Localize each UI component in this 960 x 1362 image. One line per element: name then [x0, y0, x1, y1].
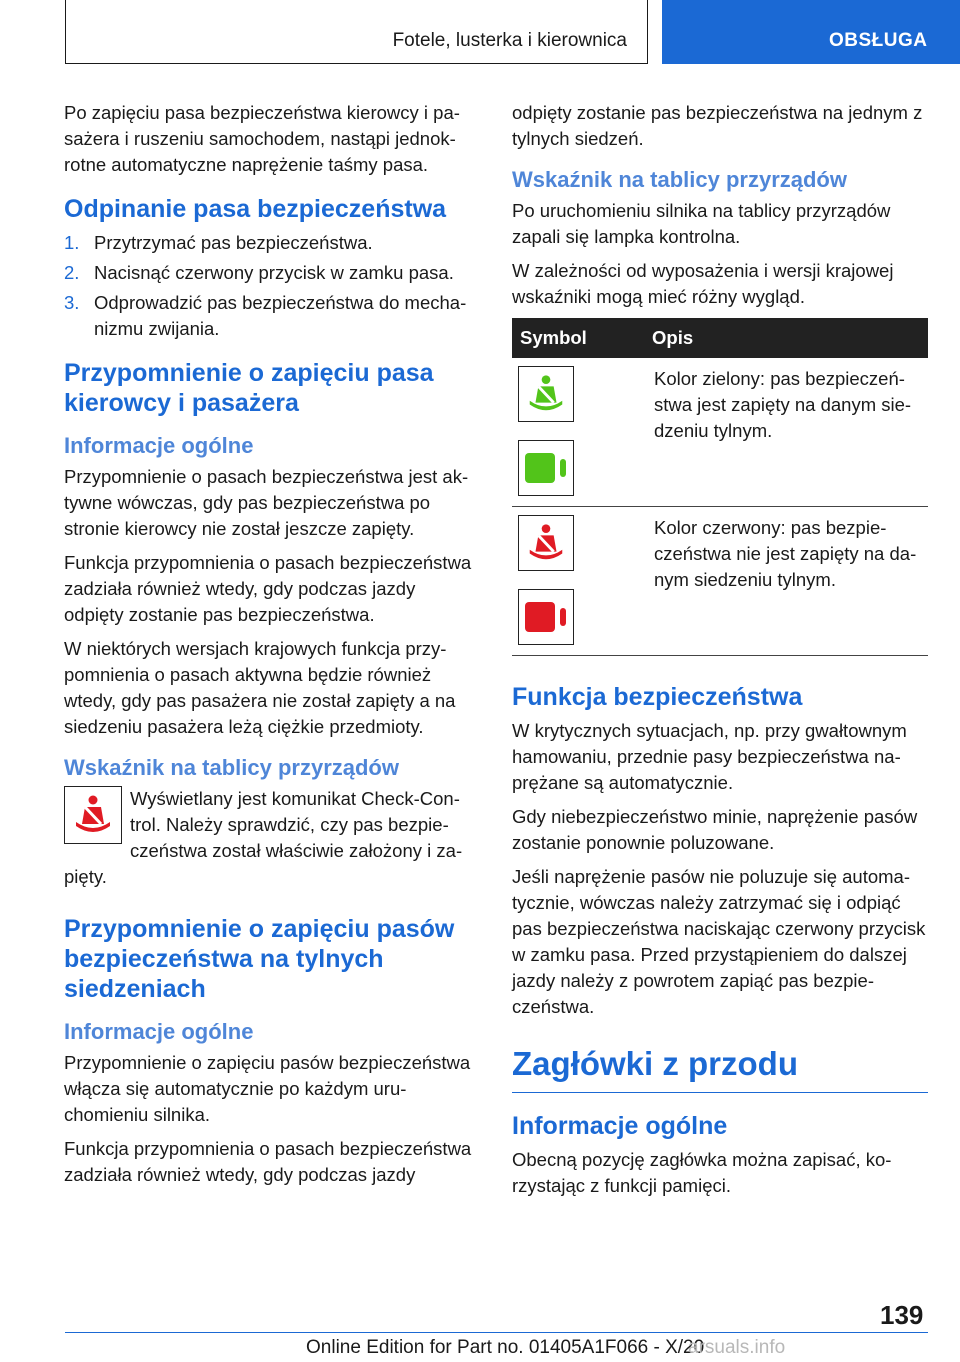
heading-general-info: Informacje ogólne [64, 433, 254, 458]
indicator-row [64, 786, 477, 898]
step-number: 1. [64, 232, 80, 253]
header-chapter-tab[interactable] [662, 0, 960, 64]
paragraph: W krytycznych sytuacjach, np. przy gwałtownym hamowaniu, przednie pasy bezpieczeństwa naprężane są automatycznie. [512, 720, 907, 793]
symbol-table [512, 318, 928, 656]
footer-edition: Online Edition for Part no. 01405A1F066 - X/20 [306, 1337, 705, 1358]
heading-reminder: Przypomnienie o zapięciu pasa kierowcy i pasażera [64, 359, 434, 417]
heading-general-info: Informacje ogólne [512, 1112, 728, 1140]
table-row [512, 507, 928, 656]
step-text: Nacisnąć czerwony przycisk w zamku pasa. [94, 262, 454, 283]
paragraph: W niektórych wersjach krajowych funkcja przypomnienia o pasach aktywna będzie również wtedy, gdy pas pasażera nie został zapięty a na siedzeniu pasażera leżą ciężkie przedmioty. [64, 638, 456, 737]
heading-rear-reminder: Przypomnienie o zapięciu pasów bezpieczeństwa na tylnych siedzeniach [64, 915, 455, 1003]
seatbelt-red-icon [64, 786, 122, 844]
header-chapter-label: OBSŁUGA [829, 30, 928, 51]
unbuckle-steps [64, 230, 477, 342]
paragraph: Po uruchomieniu silnika na tablicy przyrządów zapali się lampka kontrolna. [512, 200, 891, 247]
description-cell: Kolor zielony: pas bezpieczeństwa jest zapięty na danym siedzeniu tylnym. [644, 358, 928, 507]
list-item [64, 260, 477, 286]
paragraph: Obecną pozycję zagłówka można zapisać, korzystając z funkcji pamięci. [512, 1149, 892, 1196]
step-number: 2. [64, 262, 80, 283]
heading-unbuckle: Odpinanie pasa bezpieczeństwa [64, 195, 447, 223]
footer-watermark: arsuals.info [688, 1337, 786, 1358]
paragraph: Gdy niebezpieczeństwo minie, naprężenie pasów zostanie ponownie poluzowane. [512, 806, 918, 853]
table-header-description: Opis [644, 318, 928, 358]
paragraph: Przypomnienie o zapięciu pasów bezpieczeństwa włącza się automatycznie po każdym uruchomieniu silnika. [64, 1052, 471, 1125]
paragraph: Funkcja przypomnienia o pasach bezpieczeństwa zadziała również wtedy, gdy podczas jazdy odpięty zostanie pas bezpieczeństwa. [64, 552, 472, 625]
seatbelt-green-icon [518, 366, 574, 422]
intro-paragraph: Po zapięciu pasa bezpieczeństwa kierowcy i pasażera i ruszeniu samochodem, nastąpi jednokrotne automatyczne naprężenie taśmy pasa. [64, 102, 460, 175]
heading-general-info: Informacje ogólne [64, 1019, 254, 1044]
symbol-cell [512, 507, 644, 656]
heading-safety-function: Funkcja bezpieczeństwa [512, 683, 803, 711]
header-section-title: Fotele, lusterka i kierownica [392, 30, 627, 51]
heading-headrests: Zagłówki z przodu [512, 1042, 928, 1093]
page-number: 139 [880, 1300, 924, 1330]
continued-paragraph: odpięty zostanie pas bezpieczeństwa na jednym z tylnych siedzeń. [512, 102, 923, 149]
paragraph: Przypomnienie o pasach bezpieczeństwa jest aktywne wówczas, gdy pas bezpieczeństwa po stronie kierowcy nie został jeszcze zapięty. [64, 466, 469, 539]
left-column [64, 100, 477, 1196]
table-header-symbol: Symbol [512, 318, 644, 358]
symbol-cell [512, 358, 644, 507]
seatbelt-red-icon [518, 515, 574, 571]
right-column [512, 100, 928, 1207]
heading-indicator: Wskaźnik na tablicy przyrządów [64, 755, 399, 780]
table-row [512, 358, 928, 507]
paragraph: Funkcja przypomnienia o pasach bezpieczeństwa zadziała również wtedy, gdy podczas jazdy [64, 1138, 472, 1185]
footer-rule [65, 1332, 928, 1333]
description-cell: Kolor czerwony: pas bezpieczeństwa nie jest zapięty na danym siedzeniu tylnym. [644, 507, 928, 656]
list-item [64, 230, 477, 256]
step-text: Przytrzymać pas bezpieczeństwa. [94, 232, 373, 253]
paragraph: W zależności od wyposażenia i wersji krajowej wskaźniki mogą mieć różny wygląd. [512, 260, 894, 307]
step-number: 3. [64, 292, 80, 313]
rear-seat-red-icon [518, 589, 574, 645]
paragraph: Jeśli naprężenie pasów nie poluzuje się automatycznie, wówczas należy zatrzymać się i odpiąć pas bezpieczeństwa naciskając czerwony przycisk w zamku pasa. Przed przystąpieniem do dalszej jazdy należy z powrotem zapiąć pas bezpieczeństwa. [512, 866, 926, 1017]
rear-seat-green-icon [518, 440, 574, 496]
list-item [64, 290, 477, 342]
indicator-paragraph: Wyświetlany jest komunikat Check-Control. Należy sprawdzić, czy pas bezpieczeństwa został właściwie założony i zapięty. [64, 788, 463, 887]
heading-indicator: Wskaźnik na tablicy przyrządów [512, 167, 847, 192]
step-text: Odprowadzić pas bezpieczeństwa do mechanizmu zwijania. [94, 292, 467, 339]
header-section-box [65, 0, 648, 64]
